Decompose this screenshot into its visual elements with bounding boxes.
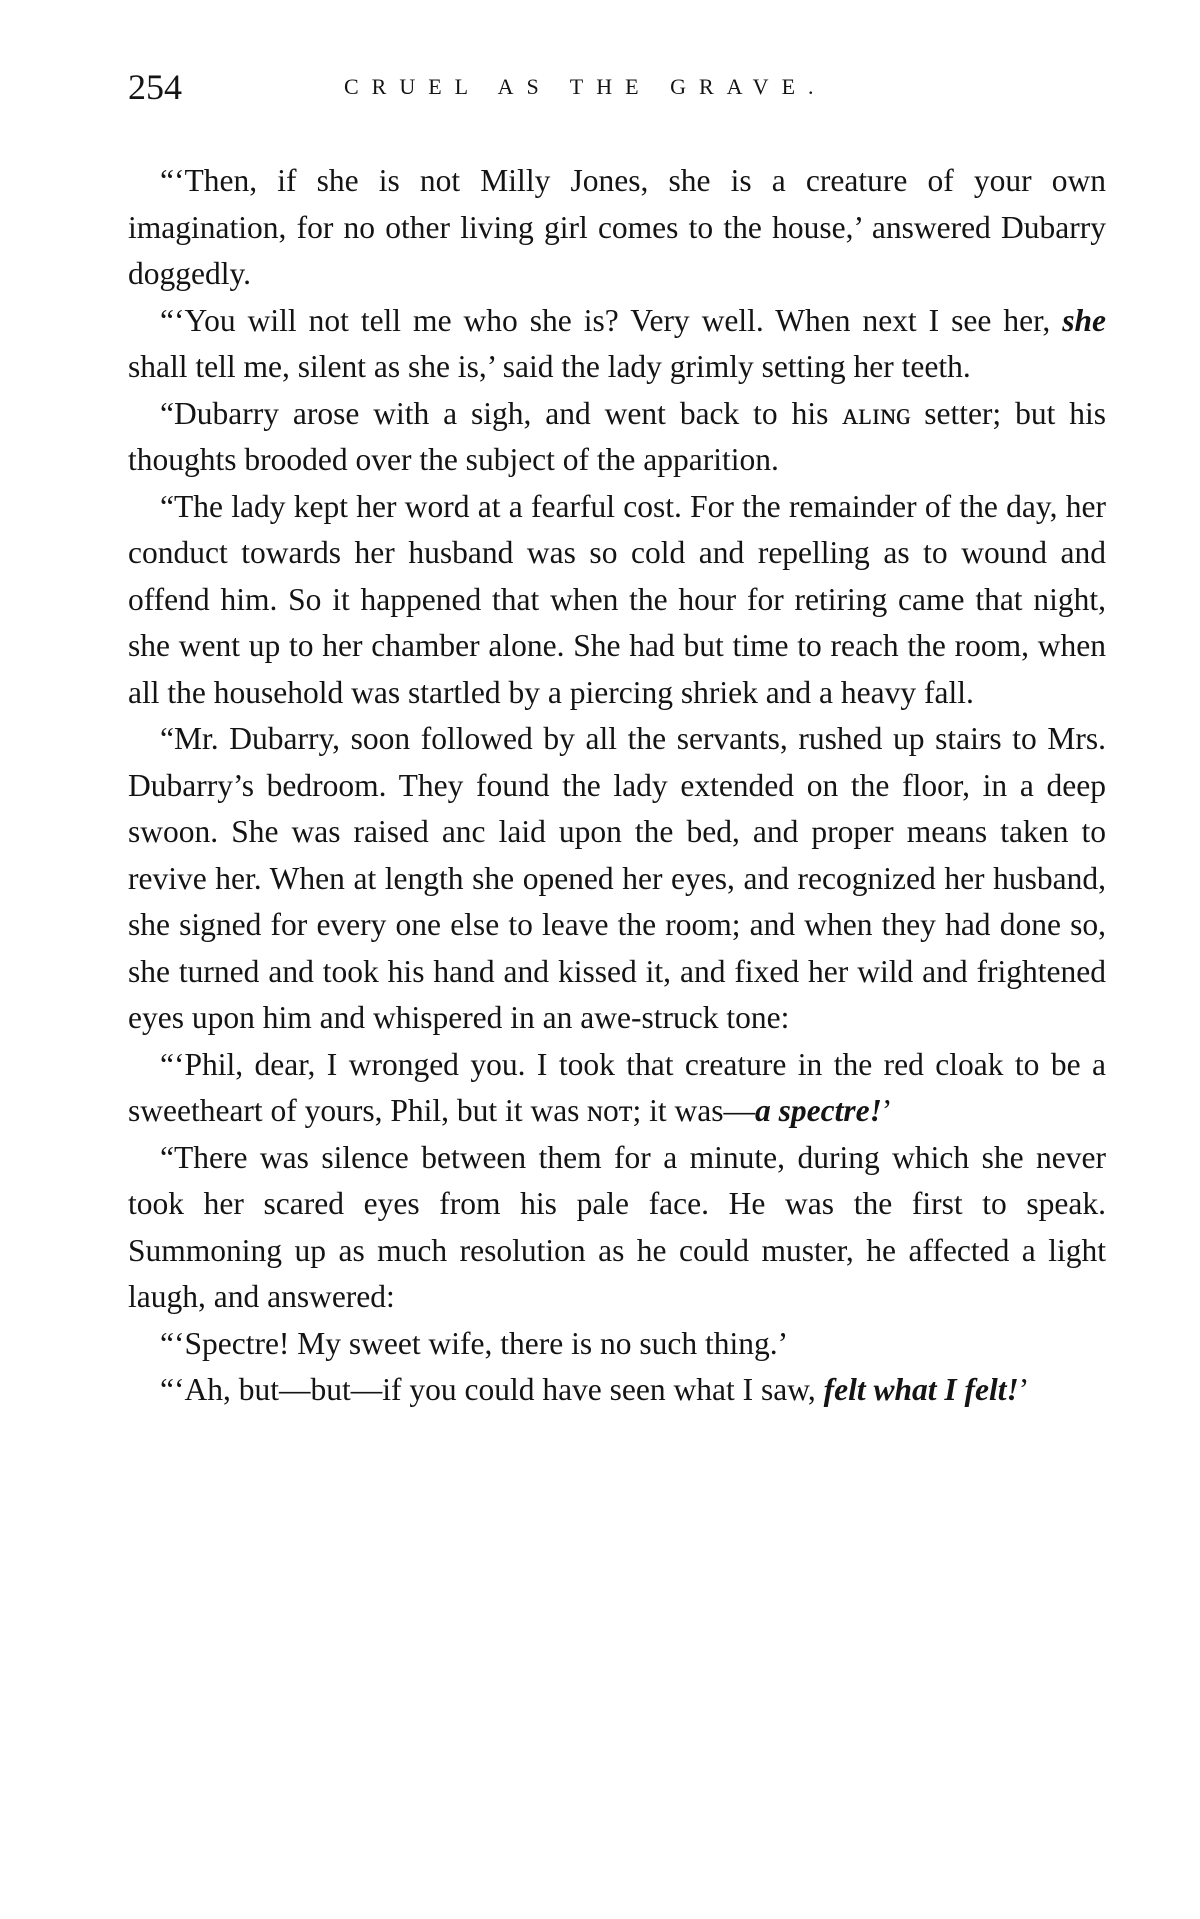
page-header [128,66,1108,114]
paragraph: “‘Phil, dear, I wronged you. I took that creature in the red cloak to be a sweetheart of yours, Phil, but it was ɴoᴛ; it was—a spectre!’ [128,1046,1106,1128]
paragraph: “Mr. Dubarry, soon followed by all the servants, rushed up stairs to Mrs. Dubarry’s bedroom. They found the lady extended on the floor, in a deep swoon. She was raised anc laid upon the bed, and proper means taken to revive her. When at length she opened her eyes, and recognized her husband, she signed for every one else to leave the room; and when they had done so, she turned and took his hand and kissed it, and fixed her wild and frightened eyes upon him and whispered in an awe-struck tone: [128,721,1106,1035]
paragraph: “‘Spectre! My sweet wife, there is no such thing.’ [160,1325,789,1361]
body-text [128,158,1106,1414]
running-title: CRUEL AS THE GRAVE. [344,74,827,99]
paragraph: “‘You will not tell me who she is? Very well. When next I see her, she shall tell me, silent as she is,’ said the lady grimly setting her teeth. [128,302,1106,384]
emphasis: a spectre! [754,1093,882,1128]
paragraph: “Dubarry arose with a sigh, and went back to his ᴀʟɪɴɢ setter; but his thoughts brooded over the subject of the apparition. [128,395,1106,477]
paragraph: “‘Ah, but—but—if you could have seen what I saw, felt what I felt!’ [160,1372,1030,1407]
paragraph: “There was silence between them for a minute, during which she never took her scared eyes from his pale face. He was the first to speak. Summoning up as much resolution as he could muster, he affected a light laugh, and answered: [128,1139,1106,1314]
paragraph: “‘Then, if she is not Milly Jones, she is a creature of your own imagination, for no other living girl comes to the house,’ answered Dubarry doggedly. [128,163,1106,291]
emphasis: she [1062,302,1106,338]
paragraph: “The lady kept her word at a fearful cost. For the remainder of the day, her conduct towards her husband was so cold and repelling as to wound and offend him. So it happened that when the hour for retiring came that night, she went up to her chamber alone. She had but time to reach the room, when all the household was startled by a piercing shriek and a heavy fall. [128,488,1106,710]
emphasis: felt what I felt! [823,1372,1019,1407]
page-number: 254 [128,67,182,107]
